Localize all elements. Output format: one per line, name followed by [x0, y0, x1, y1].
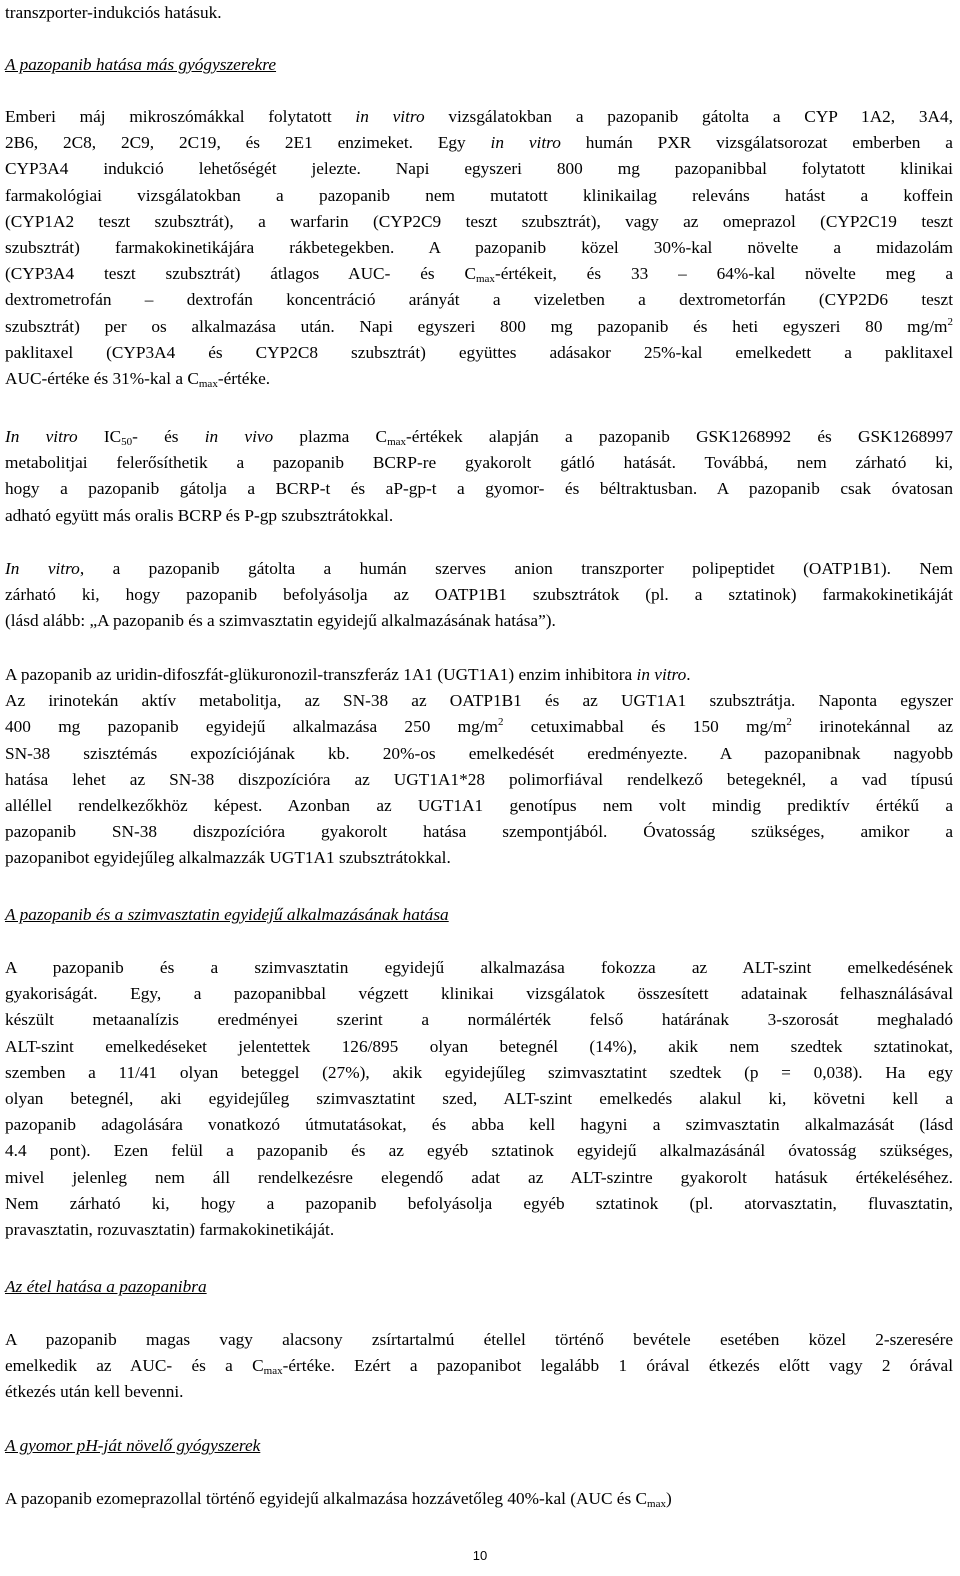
text-fragment: transzporter-indukciós hatásuk.: [5, 3, 222, 22]
section-heading-gastric-ph: A gyomor pH-ját növelő gyógyszerek: [5, 1436, 261, 1455]
paragraph-oatp1b1: In vitro, a pazopanib gátolta a humán szerves anion transzporter polipeptidet (OATP1B1). Nem zárható ki, hogy pazopanib befolyásolja az OATP1B1 szubsztrátok (pl. a sztatinok) farmakokinetikáját (lásd alább: „A pazopanib és a szimvasztatin egyidejű alkalmazásának hatása”).: [5, 559, 953, 631]
paragraph-food: A pazopanib magas vagy alacsony zsírtartalmú étellel történő bevétele esetében közel 2-szeresére emelkedik az AUC- és a $C_{max}$-értéke. Ezért a pazopanibot legalább 1 órával étkezés előtt vagy 2 órával étkezés után kell bevenni.: [5, 1330, 953, 1402]
page-number: 10: [472, 1548, 488, 1563]
paragraph-cyp-enzymes: Emberi máj mikroszómákkal folytatott in vitro vizsgálatokban a pazopanib gátolta a CYP 1A2, 3A4, 2B6, 2C8, 2C9, 2C19, és 2E1 enzimeket. Egy in vitro humán PXR vizsgálatsorozat emberben a CYP3A4 indukció lehetőségét jelezte. Napi egyszeri 800 mg pazopanibbal folytatott klinikai farmakológiai vizsgálatokban a pazopanib nem mutatott klinikailag releváns hatást a koffein (CYP1A2 teszt szubsztrát), a warfarin (CYP2C9 teszt szubsztrát), vagy az omeprazol (CYP2C19 teszt szubsztrát) farmakokinetikájára rákbetegekben. A pazopanib közel 30%-kal növelte a midazolám (CYP3A4 teszt szubsztrát) átlagos AUC- és $C_{max}$-értékeit, és 33 – 64%-kal növelte meg a dextrometrofán – dextrofán koncentráció arányát a vizeletben a dextrometorfán (CYP2D6 teszt szubsztrát) per os alkalmazása után. Napi egyszeri 800 mg pazopanib és heti egyszeri 80 $mg/m^2$ paklitaxel (CYP3A4 és CYP2C8 szubsztrát) együttes adásakor 25%-kal emelkedett a paklitaxel AUC-értéke és 31%-kal a $C_{max}$-értéke.: [5, 107, 953, 391]
paragraph-esomeprazole: A pazopanib ezomeprazollal történő egyidejű alkalmazása hozzávetőleg 40%-kal (AUC és $C_{max}$): [5, 1489, 672, 1510]
paragraph-bcrp: In vitro $IC_{50}-$ és in vivo plazma $C_{max}$-értékek alapján a pazopanib GSK1268992 és GSK1268997 metabolitjai felerősíthetik a pazopanib BCRP-re gyakorolt gátló hatását. Továbbá, nem zárható ki, hogy a pazopanib gátolja a BCRP-t és aP-gp-t a gyomor- és béltraktusban. A pazopanib csak óvatosan adható együtt más oralis BCRP és P-gp szubsztrátokkal.: [5, 427, 954, 525]
section-heading-other-drugs: A pazopanib hatása más gyógyszerekre: [5, 55, 277, 74]
paragraph-ugt1a1: A pazopanib az uridin-difoszfát-glükuronozil-transzferáz 1A1 (UGT1A1) enzim inhibitora in vitro. Az irinotekán aktív metabolitja, az SN-38 az OATP1B1 és az UGT1A1 szubsztrátja. Naponta egyszer 400 mg pazopanib egyidejű alkalmazása 250 $mg/m^2$ cetuximabbal és 150 $mg/m^2$ irinotekánnal az SN-38 szisztémás expozíciójának kb. 20%-os emelkedését eredményezte. A pazopanibnak nagyobb hatása lehet az SN-38 diszpozícióra az UGT1A1*28 polimorfiával rendelkező betegeknél, a vad típusú alléllel rendelkezőkhöz képest. Azonban az UGT1A1 genotípus nem volt mindig prediktív értékű a pazopanib SN-38 diszpozícióra gyakorolt hatása szempontjából. Óvatosság szükséges, amikor a pazopanibot egyidejűleg alkalmazzák UGT1A1 szubsztrátokkal.: [5, 665, 954, 868]
section-heading-simvastatin: A pazopanib és a szimvasztatin egyidejű alkalmazásának hatása: [5, 905, 449, 924]
paragraph-simvastatin: A pazopanib és a szimvasztatin egyidejű alkalmazása fokozza az ALT-szint emelkedésének gyakoriságát. Egy, a pazopanibbal végzett klinikai vizsgálatok összesített adatainak felhasználásával készült metaanalízis eredményei szerint a normálérték felső határának 3-szorosát meghaladó ALT-szint emelkedéseket jelentettek 126/895 olyan betegnél (14%), akik nem szedtek sztatinokat, szemben a 11/41 olyan beteggel (27%), akik egyidejűleg szimvasztatint szedtek (p = 0,038). Ha egy olyan betegnél, aki egyidejűleg szimvasztatint szed, ALT-szint emelkedés alakul ki, követni kell a pazopanib adagolására vonatkozó útmutatásokat, és abba kell hagyni a szimvasztatin alkalmazását (lásd 4.4 pont). Ezen felül a pazopanib és az egyéb sztatinok egyidejű alkalmazásánál óvatosság szükséges, mivel jelenleg nem áll rendelkezésre elegendő adat az ALT-szintre gyakorolt hatásuk értékeléséhez. Nem zárható ki, hogy a pazopanib befolyásolja egyéb sztatinok (pl. atorvasztatin, fluvasztatin, pravasztatin, rozuvasztatin) farmakokinetikáját.: [5, 958, 953, 1240]
section-heading-food: Az étel hatása a pazopanibra: [5, 1277, 207, 1296]
